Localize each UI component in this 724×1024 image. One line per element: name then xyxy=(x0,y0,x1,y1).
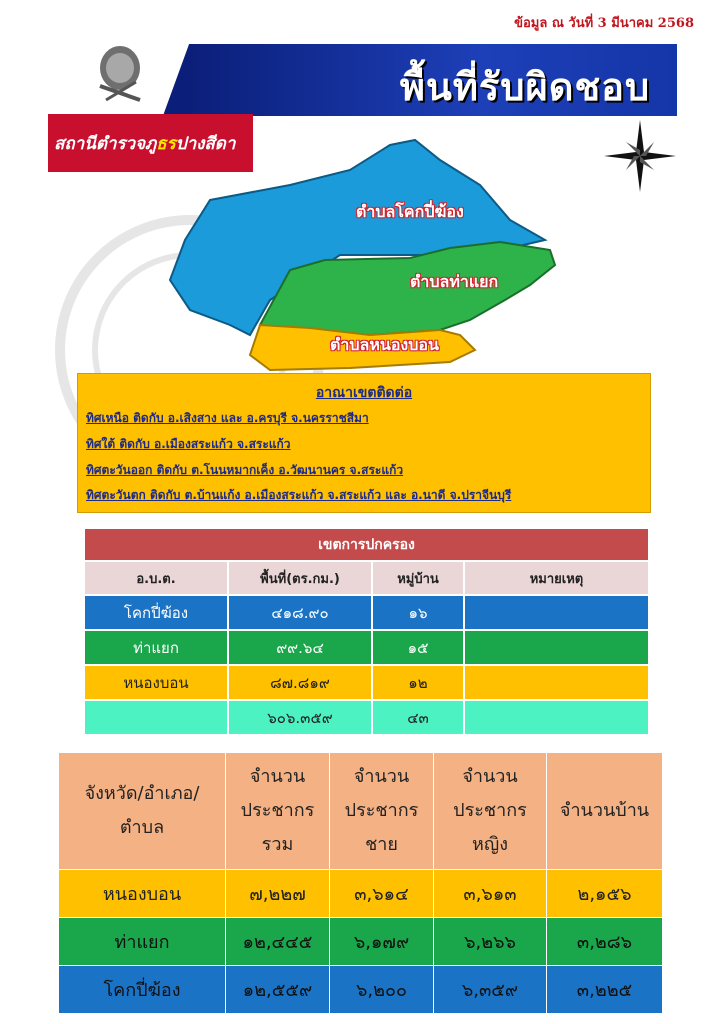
pop-cell-total: ๑๒,๔๔๕ xyxy=(226,918,330,966)
police-emblem-icon xyxy=(92,42,148,106)
pop-header-female: จำนวน ประชากร หญิง xyxy=(434,753,547,870)
admin-cell-name: ท่าแยก xyxy=(84,630,228,665)
pop-header-total: จำนวน ประชากร รวม xyxy=(226,753,330,870)
station-name: สถานีตำรวจภูธรปางสีดา xyxy=(54,134,236,154)
map-label-tha-yaek: ตำบลท่าแยก xyxy=(410,272,499,291)
admin-cell-note xyxy=(464,595,649,630)
table-row xyxy=(59,966,663,1014)
admin-cell-area: ๔๑๘.๙๐ xyxy=(228,595,372,630)
border-line-east: ทิศตะวันออก ติดกับ ต.โนนหมากเค็ง อ.วัฒนานคร จ.สระแก้ว xyxy=(86,463,404,477)
admin-header-name: อ.บ.ต. xyxy=(84,561,228,595)
pop-header-male: จำนวน ประชากร ชาย xyxy=(330,753,434,870)
border-line-north: ทิศเหนือ ติดกับ อ.เสิงสาง และ อ.ครบุรี จ.นครราชสีมา xyxy=(86,411,369,425)
compass-rose-icon xyxy=(602,118,678,194)
pop-cell-name: หนองบอน xyxy=(59,870,226,918)
pop-cell-houses: ๒,๑๕๖ xyxy=(547,870,663,918)
admin-cell-name: โคกปี่ฆ้อง xyxy=(84,595,228,630)
borders-title: อาณาเขตติดต่อ xyxy=(315,385,413,401)
admin-table-caption: เขตการปกครอง xyxy=(84,528,649,561)
pop-cell-male: ๓,๖๑๔ xyxy=(330,870,434,918)
admin-cell-name xyxy=(84,700,228,735)
pop-cell-houses: ๓,๒๘๖ xyxy=(547,918,663,966)
admin-table xyxy=(83,527,650,736)
map-label-nong-bon: ตำบลหนองบอน xyxy=(330,335,439,354)
pop-cell-male: ๖,๒๐๐ xyxy=(330,966,434,1014)
population-table xyxy=(58,752,663,1014)
pop-cell-houses: ๓,๒๒๕ xyxy=(547,966,663,1014)
table-row xyxy=(59,918,663,966)
admin-cell-villages: ๑๒ xyxy=(372,665,464,700)
map-label-khok-pi-khong: ตำบลโคกปี่ฆ้อง xyxy=(356,202,464,221)
admin-cell-note xyxy=(464,630,649,665)
table-row-total xyxy=(84,700,649,735)
admin-header-note: หมายเหตุ xyxy=(464,561,649,595)
admin-header-area: พื้นที่(ตร.กม.) xyxy=(228,561,372,595)
pop-header-name: จังหวัด/อำเภอ/ ตำบล xyxy=(59,753,226,870)
date-line: ข้อมูล ณ วันที่ 3 มีนาคม 2568 xyxy=(514,16,694,31)
admin-header-villages: หมู่บ้าน xyxy=(372,561,464,595)
table-row xyxy=(84,630,649,665)
pop-cell-total: ๑๒,๕๕๙ xyxy=(226,966,330,1014)
table-row xyxy=(59,870,663,918)
admin-cell-area: ๖๐๖.๓๕๙ xyxy=(228,700,372,735)
admin-cell-villages: ๑๕ xyxy=(372,630,464,665)
table-row xyxy=(84,665,649,700)
pop-cell-name: โคกปี่ฆ้อง xyxy=(59,966,226,1014)
border-line-west: ทิศตะวันตก ติดกับ ต.บ้านแก้ง อ.เมืองสระแก้ว จ.สระแก้ว และ อ.นาดี จ.ปราจีนบุรี xyxy=(86,488,512,502)
pop-cell-female: ๓,๖๑๓ xyxy=(434,870,547,918)
table-row xyxy=(84,595,649,630)
page-title: พื้นที่รับผิดชอบ xyxy=(399,65,651,109)
admin-cell-note xyxy=(464,665,649,700)
pop-cell-female: ๖,๓๕๙ xyxy=(434,966,547,1014)
admin-cell-note xyxy=(464,700,649,735)
admin-cell-area: ๘๗.๘๑๙ xyxy=(228,665,372,700)
pop-header-houses: จำนวนบ้าน xyxy=(547,753,663,870)
pop-cell-female: ๖,๒๖๖ xyxy=(434,918,547,966)
admin-cell-villages: ๑๖ xyxy=(372,595,464,630)
borders-box xyxy=(77,373,651,513)
admin-cell-area: ๙๙.๖๔ xyxy=(228,630,372,665)
pop-cell-total: ๗,๒๒๗ xyxy=(226,870,330,918)
pop-cell-male: ๖,๑๗๙ xyxy=(330,918,434,966)
admin-cell-name: หนองบอน xyxy=(84,665,228,700)
admin-cell-villages: ๔๓ xyxy=(372,700,464,735)
border-line-south: ทิศใต้ ติดกับ อ.เมืองสระแก้ว จ.สระแก้ว xyxy=(86,437,291,451)
pop-cell-name: ท่าแยก xyxy=(59,918,226,966)
